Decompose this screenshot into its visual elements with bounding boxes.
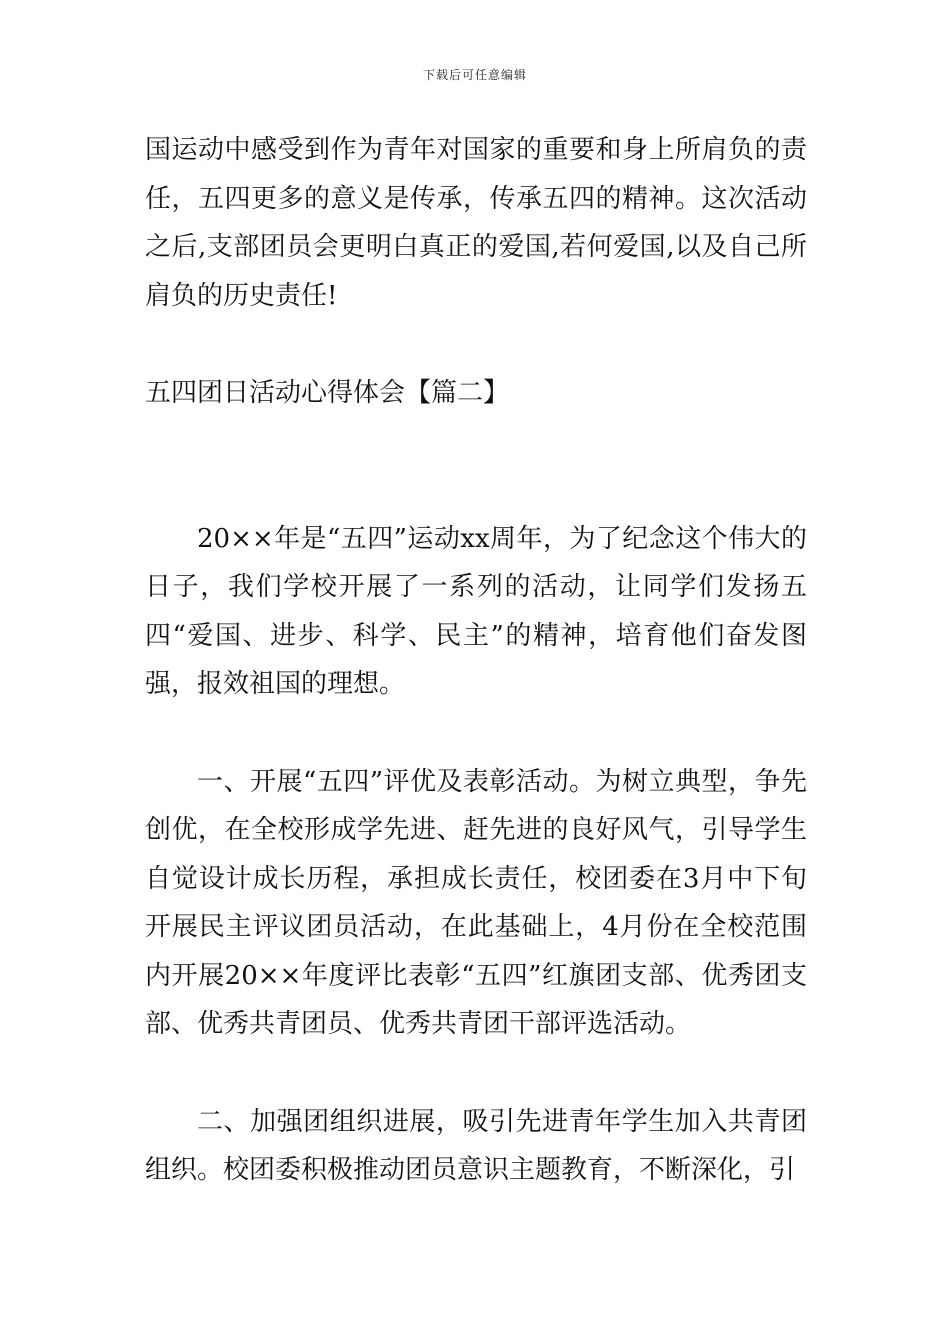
paragraph-item-2: 二、加强团组织进展，吸引先进青年学生加入共青团组织。校团委积极推动团员意识主题教育，不断深化，引 <box>145 1106 807 1185</box>
paragraph-gap <box>145 418 807 515</box>
paragraph-intro: 20××年是“五四”运动xx周年，为了纪念这个伟大的日子，我们学校开展了一系列的活动，让同学们发扬五四“爱国、进步、科学、民主”的精神，培育他们奋发图强，报效祖国的理想。 <box>145 523 807 699</box>
paragraph-gap <box>145 1049 807 1098</box>
paragraph-gap <box>145 709 807 758</box>
paragraph-continuation: 国运动中感受到作为青年对国家的重要和身上所肩负的责任，五四更多的意义是传承，传承五四的精神。这次活动之后,支部团员会更明白真正的爱国,若何爱国,以及自己所肩负的历史责任! <box>145 135 807 311</box>
section-title: 五四团日活动心得体会【篇二】 <box>145 378 510 408</box>
paragraph-item-1: 一、开展“五四”评优及表彰活动。为树立典型，争先创优，在全校形成学先进、赶先进的良好风气，引导学生自觉设计成长历程，承担成长责任，校团委在3月中下旬开展民主评议团员活动，在此基础上，4月份在全校范围内开展20××年度评比表彰“五四”红旗团支部、优秀团支部、优秀共青团员、优秀共青团干部评选活动。 <box>145 766 807 1039</box>
document-body <box>145 126 807 1195</box>
header-note: 下载后可任意编辑 <box>422 68 527 82</box>
paragraph-gap <box>145 320 807 369</box>
